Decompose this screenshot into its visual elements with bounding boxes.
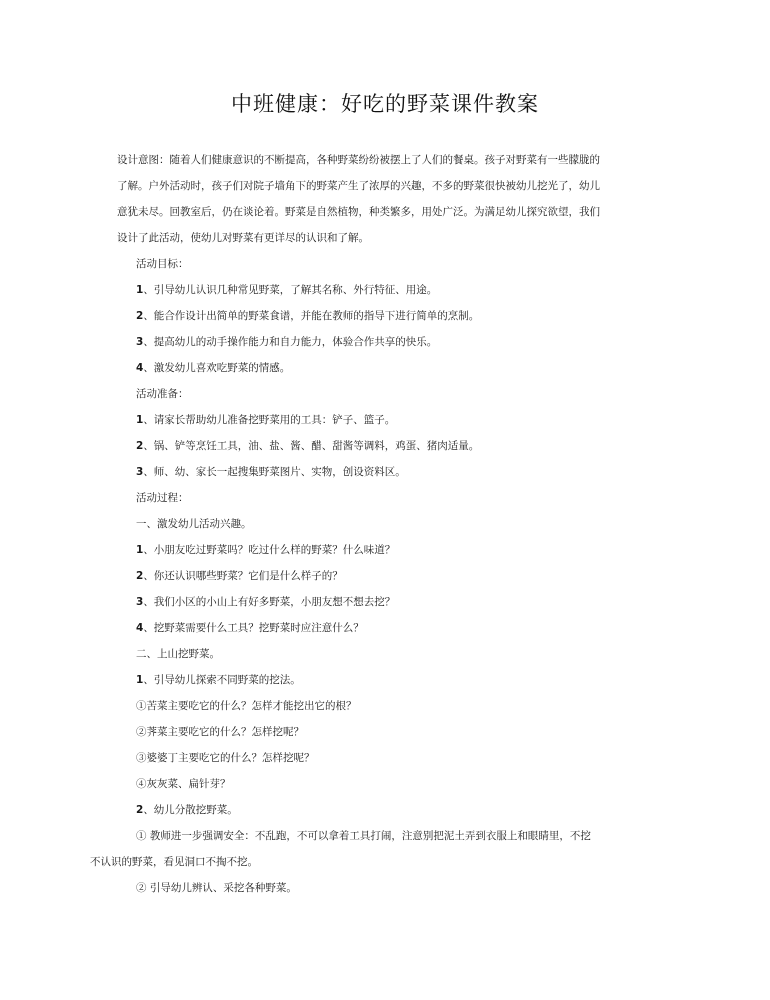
goal-number: 4	[136, 362, 144, 374]
goal-text: 、引导幼儿认识几种常见野菜，了解其名称、外行特征、用途。	[143, 284, 438, 296]
prep-item	[117, 407, 662, 433]
goal-text: 、能合作设计出简单的野菜食谱，并能在教师的指导下进行简单的烹制。	[143, 310, 480, 322]
goal-item	[117, 329, 662, 355]
prep-text: 、锅、铲等烹饪工具，油、盐、酱、醋、甜酱等调料，鸡蛋、猪肉适量。	[143, 440, 480, 452]
section2-text: 、引导幼儿探索不同野菜的挖法。	[143, 674, 301, 686]
section2-item	[117, 667, 662, 693]
prep-heading: 活动准备：	[136, 388, 189, 400]
intro-line: 意犹未尽。回教室后，仍在谈论着。野菜是自然植物，种类繁多，用处广泛。为满足幼儿探究欲望，我们	[117, 206, 600, 218]
goal-item	[117, 355, 662, 381]
prep-item	[117, 433, 662, 459]
section1-heading: 一、激发幼儿活动兴趣。	[136, 518, 252, 530]
section1-text: 、挖野菜需要什么工具？挖野菜时应注意什么？	[143, 622, 364, 634]
section1-item	[117, 537, 662, 563]
safety-line: ① 教师进一步强调安全：不乱跑，不可以拿着工具打闹，注意别把泥土弄到衣服上和眼睛里，不挖	[136, 830, 591, 842]
prep-number: 3	[136, 466, 144, 478]
section1-text: 、小朋友吃过野菜吗？吃过什么样的野菜？什么味道？	[143, 544, 396, 556]
safety-line-continued: 不认识的野菜，看见洞口不掏不挖。	[90, 856, 258, 868]
prep-text: 、师、幼、家长一起搜集野菜图片、实物，创设资料区。	[143, 466, 406, 478]
section2-item	[117, 797, 662, 823]
process-heading: 活动过程：	[136, 492, 189, 504]
goal-item	[117, 277, 662, 303]
section1-item	[117, 563, 662, 589]
intro-line: 设计意图：随着人们健康意识的不断提高，各种野菜纷纷被摆上了人们的餐桌。孩子对野菜有一些朦胧的	[117, 154, 600, 166]
section1-number: 2	[136, 570, 144, 582]
section2-subitem: ①苦菜主要吃它的什么？怎样才能挖出它的根？	[136, 700, 357, 712]
final-line: ② 引导幼儿辨认、采挖各种野菜。	[136, 882, 297, 894]
section1-number: 3	[136, 596, 144, 608]
section1-text: 、你还认识哪些野菜？它们是什么样子的？	[143, 570, 343, 582]
section1-number: 4	[136, 622, 144, 634]
section1-item	[117, 615, 662, 641]
document-body	[90, 147, 662, 901]
goal-number: 1	[136, 284, 144, 296]
intro-line: 设计了此活动，使幼儿对野菜有更详尽的认识和了解。	[117, 232, 369, 244]
goal-number: 2	[136, 310, 144, 322]
goal-text: 、激发幼儿喜欢吃野菜的情感。	[143, 362, 291, 374]
goals-heading: 活动目标：	[136, 258, 189, 270]
section2-heading: 二、上山挖野菜。	[136, 648, 220, 660]
prep-number: 1	[136, 414, 144, 426]
section2-subitem: ②荠菜主要吃它的什么？怎样挖呢？	[136, 726, 304, 738]
section2-subitem: ④灰灰菜、扁针芽？	[136, 778, 231, 790]
goal-text: 、提高幼儿的动手操作能力和自力能力，体验合作共享的快乐。	[143, 336, 438, 348]
goal-number: 3	[136, 336, 144, 348]
prep-text: 、请家长帮助幼儿准备挖野菜用的工具：铲子、篮子。	[143, 414, 396, 426]
section2-number: 2	[136, 804, 144, 816]
prep-number: 2	[136, 440, 144, 452]
section2-number: 1	[136, 674, 144, 686]
prep-item	[117, 459, 662, 485]
page-title: 中班健康：好吃的野菜课件教案	[231, 92, 539, 116]
section1-text: 、我们小区的小山上有好多野菜，小朋友想不想去挖？	[143, 596, 396, 608]
goal-item	[117, 303, 662, 329]
section2-text: 、幼儿分散挖野菜。	[143, 804, 238, 816]
intro-line: 了解。户外活动时，孩子们对院子墙角下的野菜产生了浓厚的兴趣，不多的野菜很快被幼儿挖光了，幼儿	[117, 180, 600, 192]
section1-item	[117, 589, 662, 615]
section2-subitem: ③婆婆丁主要吃它的什么？怎样挖呢？	[136, 752, 315, 764]
section1-number: 1	[136, 544, 144, 556]
